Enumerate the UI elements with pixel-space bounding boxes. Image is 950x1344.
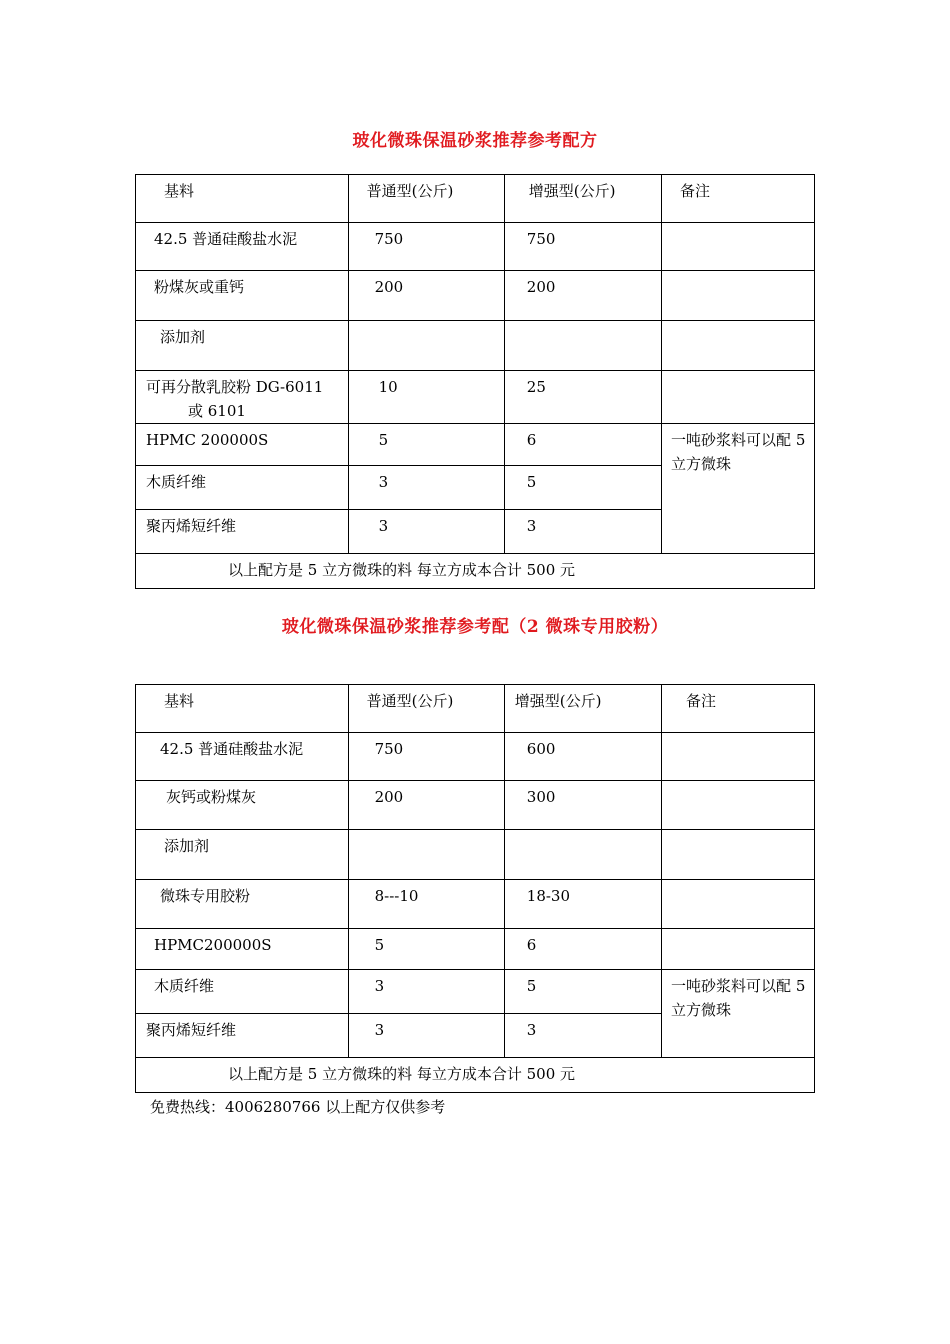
row-name: HPMC200000S [136,929,349,970]
row-normal [348,321,504,371]
table-row [136,880,815,929]
row-normal: 750 [348,223,504,271]
header-normal: 普通型(公斤) [348,685,504,733]
table-header-row [136,685,815,733]
row-note [662,271,815,321]
row-note [662,371,815,424]
row-note [662,321,815,371]
row-note [662,929,815,970]
table-header-row [136,175,815,223]
table-row [136,970,815,1014]
row-enhanced [504,830,661,880]
row-enhanced: 6 [504,929,661,970]
row-enhanced: 5 [504,466,661,510]
row-name: 添加剂 [136,321,349,371]
row-normal: 200 [348,271,504,321]
row-note-merged: 一吨砂浆料可以配 5 立方微珠 [662,424,815,554]
row-name: 木质纤维 [136,970,349,1014]
table-row [136,929,815,970]
row-normal: 3 [348,466,504,510]
row-note-merged: 一吨砂浆料可以配 5 立方微珠 [662,970,815,1058]
row-name: 42.5 普通硅酸盐水泥 [136,733,349,781]
header-note: 备注 [662,685,815,733]
row-note [662,830,815,880]
row-enhanced: 25 [504,371,661,424]
summary-text: 以上配方是 5 立方微珠的料 每立方成本合计 500 元 [136,1058,815,1093]
row-name: 聚丙烯短纤维 [136,510,349,554]
row-name: 粉煤灰或重钙 [136,271,349,321]
row-enhanced: 200 [504,271,661,321]
table-row [136,830,815,880]
row-normal: 750 [348,733,504,781]
row-normal: 3 [348,1014,504,1058]
row-name [136,371,349,424]
header-normal: 普通型(公斤) [348,175,504,223]
row-note [662,223,815,271]
row-enhanced: 6 [504,424,661,466]
section2-title: 玻化微珠保温砂浆推荐参考配（2 微珠专用胶粉） [281,617,669,637]
header-base: 基料 [136,175,349,223]
row-normal: 5 [348,929,504,970]
row-name: 微珠专用胶粉 [136,880,349,929]
summary-row [136,554,815,589]
row-note [662,733,815,781]
row-enhanced: 3 [504,510,661,554]
table-row [136,733,815,781]
table-row [136,321,815,371]
footer-hotline: 免费热线：4006280766 以上配方仅供参考 [150,1098,446,1116]
formula-table-1 [135,174,815,589]
row-enhanced: 3 [504,1014,661,1058]
summary-row [136,1058,815,1093]
table-row [136,371,815,424]
row-normal: 3 [348,970,504,1014]
header-enhanced: 增强型(公斤) [504,175,661,223]
table-row [136,424,815,466]
row-name: HPMC 200000S [136,424,349,466]
row-name-line1: 可再分散乳胶粉 DG-6011 [146,378,324,396]
header-enhanced: 增强型(公斤) [504,685,661,733]
row-name: 灰钙或粉煤灰 [136,781,349,830]
header-note: 备注 [662,175,815,223]
row-note [662,880,815,929]
row-normal: 200 [348,781,504,830]
row-enhanced: 5 [504,970,661,1014]
row-name: 聚丙烯短纤维 [136,1014,349,1058]
row-enhanced [504,321,661,371]
row-name: 添加剂 [136,830,349,880]
row-enhanced: 18-30 [504,880,661,929]
table-row [136,781,815,830]
row-name: 木质纤维 [136,466,349,510]
row-name: 42.5 普通硅酸盐水泥 [136,223,349,271]
header-base: 基料 [136,685,349,733]
section1-title: 玻化微珠保温砂浆推荐参考配方 [352,131,598,151]
row-normal: 10 [348,371,504,424]
row-name-line2: 或 6101 [188,402,246,420]
row-enhanced: 750 [504,223,661,271]
summary-text: 以上配方是 5 立方微珠的料 每立方成本合计 500 元 [136,554,815,589]
row-note [662,781,815,830]
formula-table-2 [135,684,815,1093]
row-normal [348,830,504,880]
table-row [136,223,815,271]
row-enhanced: 300 [504,781,661,830]
row-normal: 5 [348,424,504,466]
row-normal: 3 [348,510,504,554]
row-enhanced: 600 [504,733,661,781]
table-row [136,271,815,321]
row-normal: 8---10 [348,880,504,929]
